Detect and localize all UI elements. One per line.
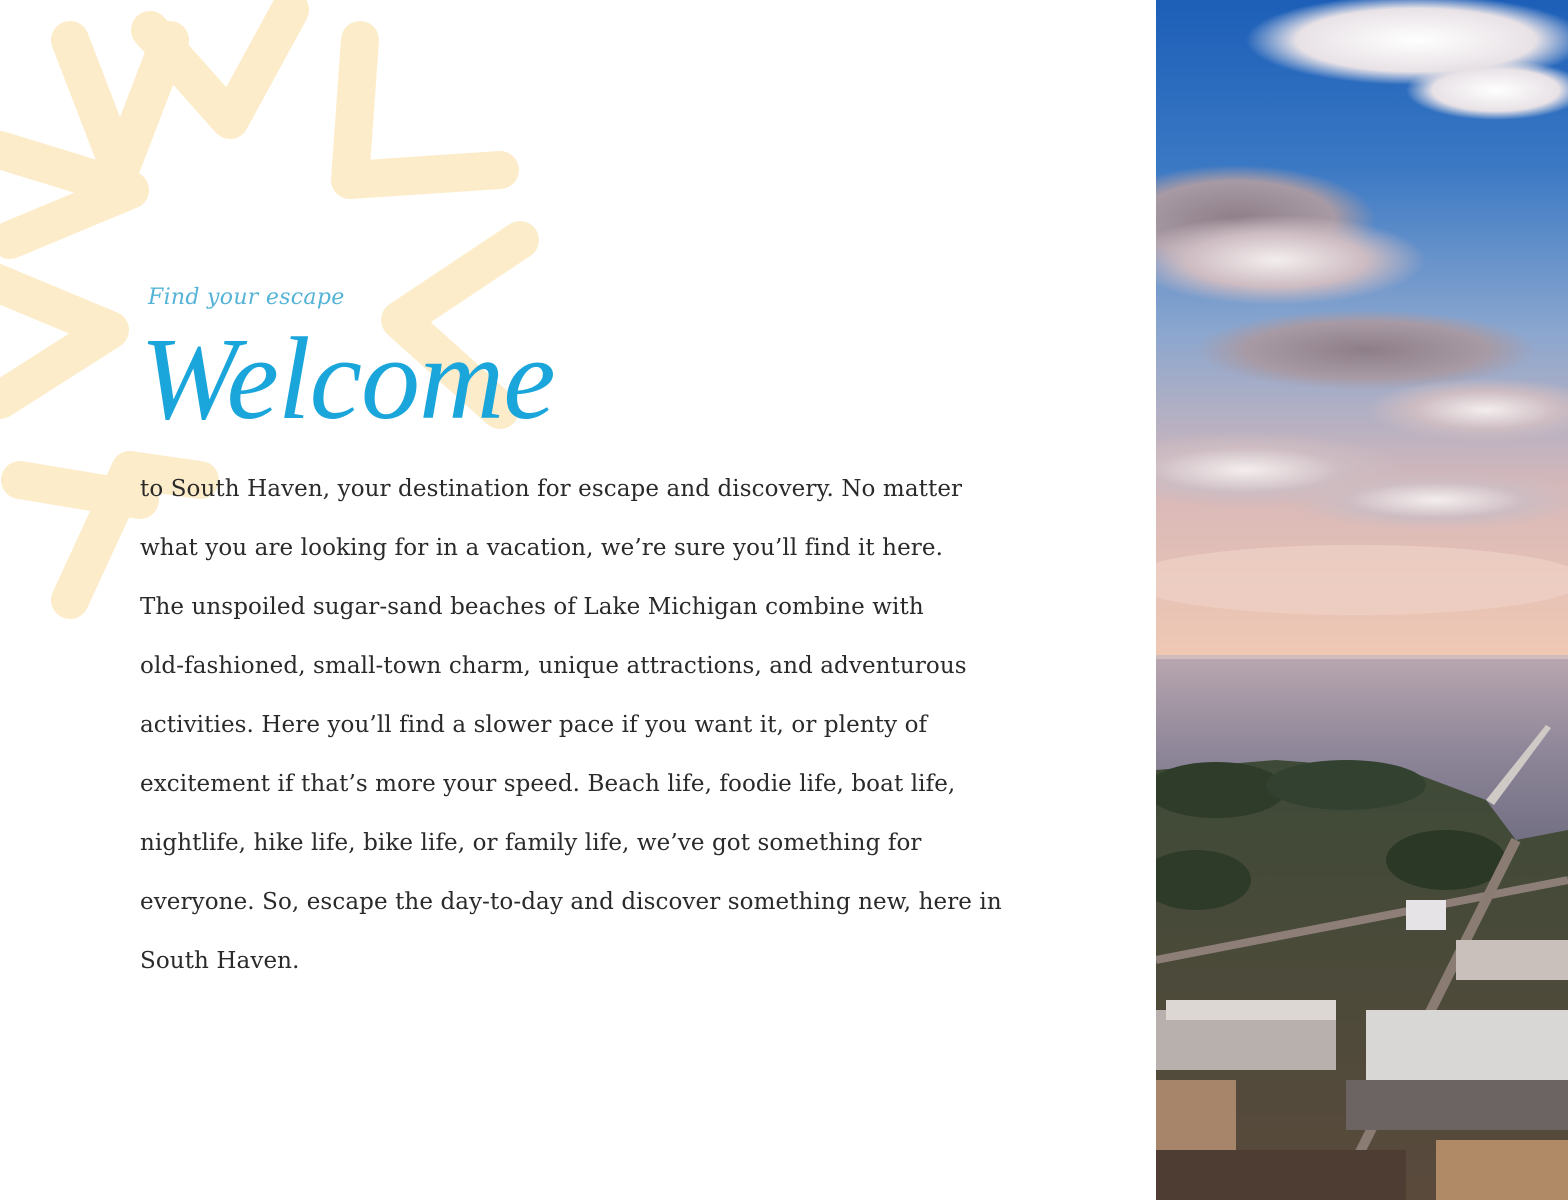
paragraph-line: South Haven. — [140, 948, 300, 974]
welcome-text-column — [140, 280, 1020, 991]
paragraph-line: to South Haven, your destination for escape and discovery. No matter — [140, 476, 963, 502]
kicker-text: Find your escape — [148, 285, 345, 310]
paragraph-line: nightlife, hike life, bike life, or family life, we’ve got something for — [140, 830, 922, 856]
welcome-paragraph — [140, 460, 1020, 991]
page-title: Welcome — [140, 313, 555, 444]
aerial-lakeshore-town-photo — [1156, 0, 1568, 1200]
paragraph-line: excitement if that’s more your speed. Beach life, foodie life, boat life, — [140, 771, 956, 797]
paragraph-line: what you are looking for in a vacation, we’re sure you’ll find it here. — [140, 535, 944, 561]
paragraph-line: activities. Here you’ll find a slower pace if you want it, or plenty of — [140, 712, 928, 738]
paragraph-line: everyone. So, escape the day-to-day and discover something new, here in — [140, 889, 1002, 915]
paragraph-line: old-fashioned, small-town charm, unique attractions, and adventurous — [140, 653, 967, 679]
paragraph-line: The unspoiled sugar-sand beaches of Lake Michigan combine with — [140, 594, 924, 620]
